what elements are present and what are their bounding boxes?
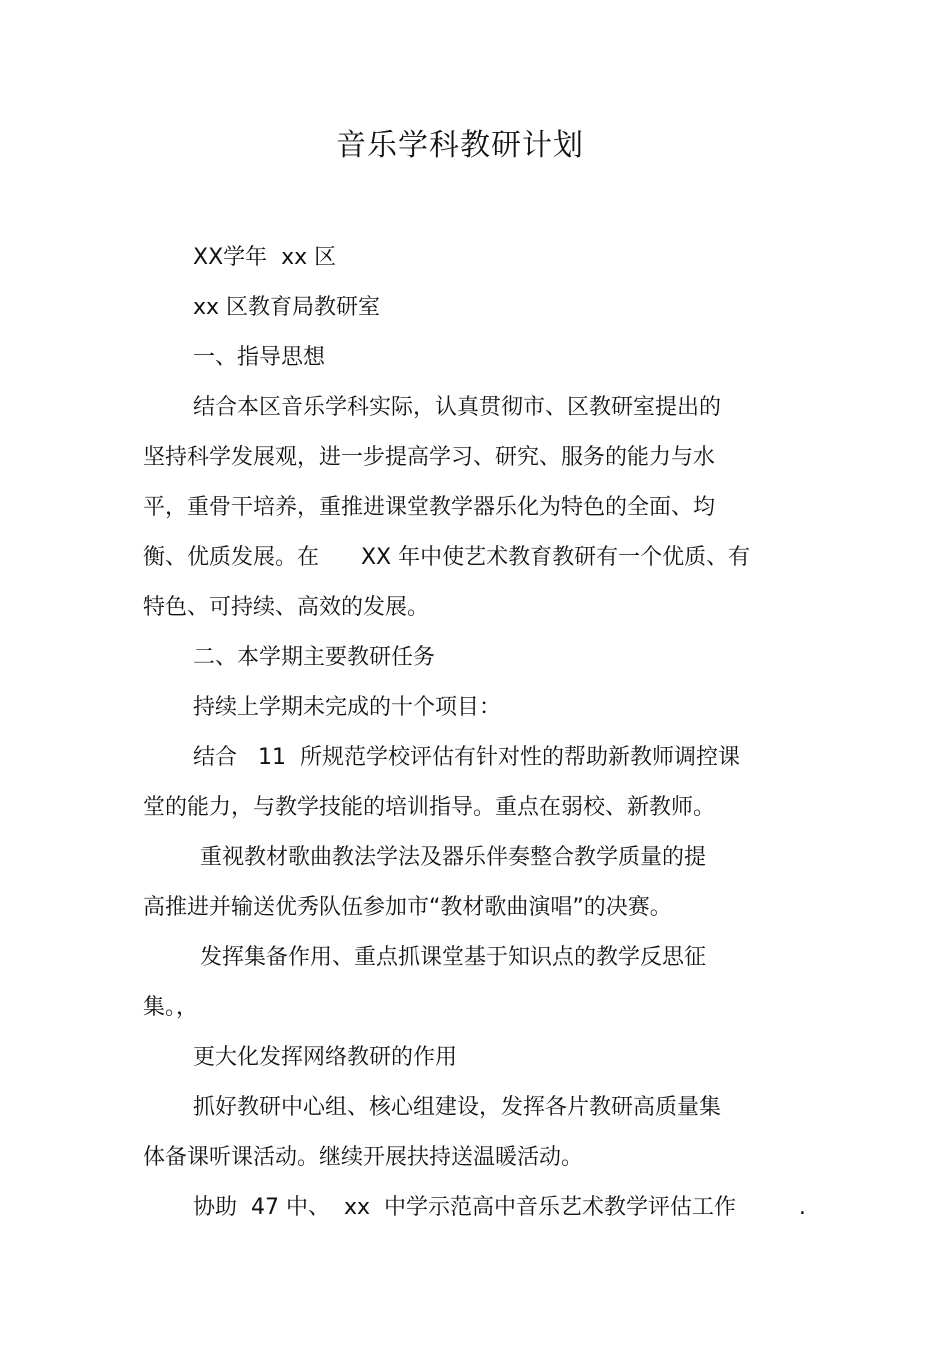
paragraph-line: 衡、优质发展。在 XX 年中使艺术教育教研有一个优质、有 — [143, 545, 751, 570]
paragraph-line: 堂的能力，与教学技能的培训指导。重点在弱校、新教师。 — [143, 795, 716, 820]
paragraph-line: 体备课听课活动。继续开展扶持送温暖活动。 — [143, 1145, 584, 1170]
paragraph-line: 抓好教研中心组、核心组建设，发挥各片教研高质量集 — [193, 1095, 722, 1120]
text-line-office: xx 区教育局教研室 — [193, 295, 381, 320]
paragraph-line: 结合本区音乐学科实际，认真贯彻市、区教研室提出的 — [193, 395, 722, 420]
paragraph-line: 集。， — [143, 995, 199, 1020]
paragraph-line: 持续上学期未完成的十个项目： — [193, 695, 502, 720]
section-heading-guiding-thought: 一、指导思想 — [193, 345, 326, 370]
paragraph-line: 结合 11 所规范学校评估有针对性的帮助新教师调控课 — [193, 745, 740, 770]
paragraph-line: 重视教材歌曲教法学法及器乐伴奏整合教学质量的提 — [193, 845, 706, 870]
paragraph-line: 发挥集备作用、重点抓课堂基于知识点的教学反思征 — [193, 945, 706, 970]
page-title: 音乐学科教研计划 — [336, 128, 584, 163]
paragraph-line: 坚持科学发展观，进一步提高学习、研究、服务的能力与水 — [143, 445, 716, 470]
paragraph-line: 协助 47 中、 xx 中学示范高中音乐艺术教学评估工作 . — [193, 1195, 806, 1220]
text-line-year-district: XX学年 xx 区 — [193, 245, 337, 270]
paragraph-line: 特色、可持续、高效的发展。 — [143, 595, 430, 620]
paragraph-line: 高推进并输送优秀队伍参加市“教材歌曲演唱”的决赛。 — [143, 895, 672, 920]
section-heading-main-tasks: 二、本学期主要教研任务 — [193, 645, 436, 670]
paragraph-line: 平，重骨干培养，重推进课堂教学器乐化为特色的全面、均 — [143, 495, 716, 520]
paragraph-line: 更大化发挥网络教研的作用 — [193, 1045, 458, 1070]
